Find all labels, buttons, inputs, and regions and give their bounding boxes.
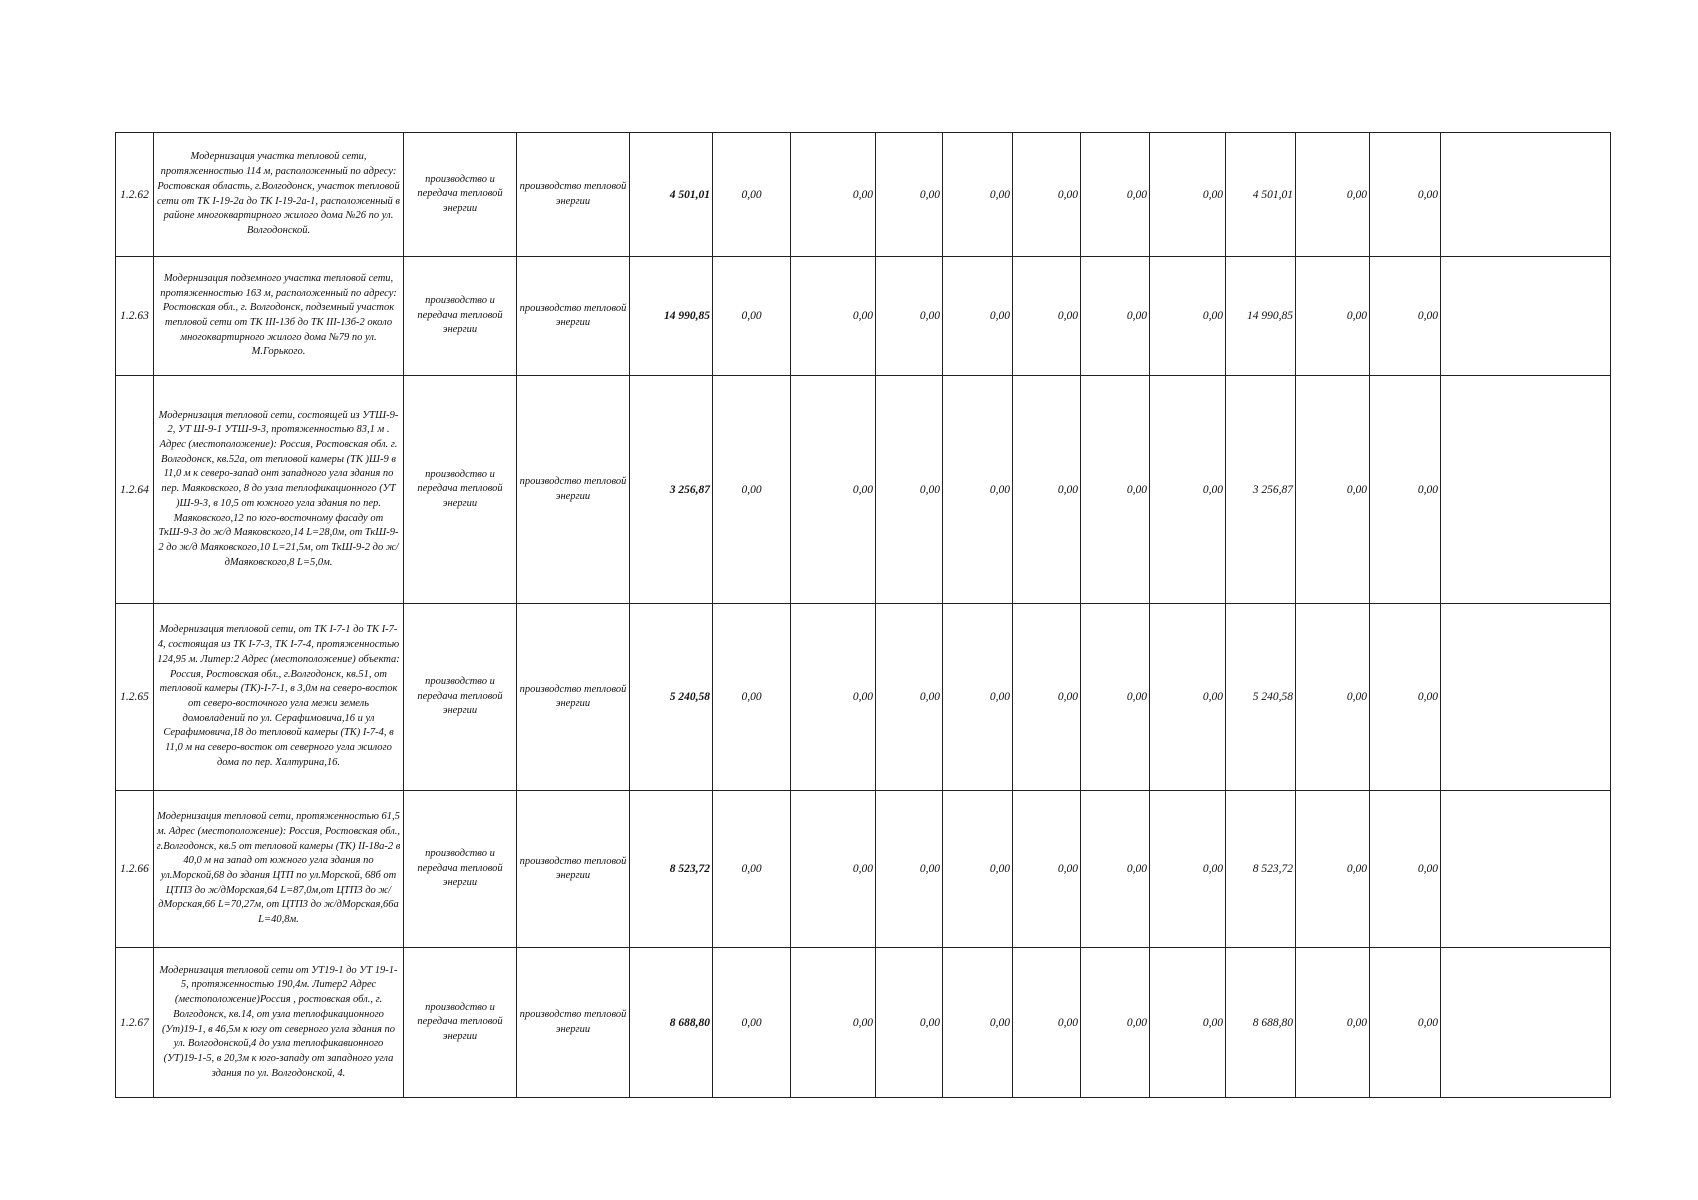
activity-type: производство и передача тепловой энергии [404, 133, 517, 257]
value-cell: 0,00 [1370, 133, 1441, 257]
value-cell: 0,00 [1150, 133, 1226, 257]
value-cell: 0,00 [1081, 791, 1150, 948]
value-cell: 0,00 [1296, 257, 1370, 376]
value-cell: 8 523,72 [1226, 791, 1296, 948]
value-cell: 0,00 [1150, 376, 1226, 604]
project-description: Модернизация тепловой сети, состоящей из УТШ-9-2, УТ Ш-9-1 УТШ-9-3, протяженностью 83,1 м . Адрес (местоположение): Россия, Ростовская обл. г. Волгодонск, кв.52а, от тепловой камеры (ТК )Ш-9 в 11,0 м к северо-запад онт западного угла здания по пер. Маяковского, 8 до узла теплофикационного (УТ )Ш-9-3, в 10,5 от южного угла здания по пер. Маяковского,12 по юго-восточному фасаду от ТкШ-9-3 до ж/д Маяковского,14 L=28,0м, от ТкШ-9-2 до ж/д Маяковского,10 L=21,5м, от ТкШ-9-2 до ж/дМаяковского,8 L=5,0м. [154, 376, 404, 604]
activity-type: производство и передача тепловой энергии [404, 257, 517, 376]
empty-cell [1441, 791, 1611, 948]
value-cell: 0,00 [791, 133, 876, 257]
table-row [116, 791, 1611, 948]
table-row [116, 948, 1611, 1098]
row-number: 1.2.65 [116, 604, 154, 791]
activity-type: производство и передача тепловой энергии [404, 376, 517, 604]
value-cell: 0,00 [791, 948, 876, 1098]
activity-subtype: производство тепловой энергии [517, 376, 630, 604]
value-cell: 0,00 [1081, 133, 1150, 257]
activity-type: производство и передача тепловой энергии [404, 604, 517, 791]
row-number: 1.2.67 [116, 948, 154, 1098]
value-cell: 0,00 [791, 376, 876, 604]
value-cell: 4 501,01 [1226, 133, 1296, 257]
value-cell: 0,00 [791, 257, 876, 376]
value-cell: 0,00 [943, 133, 1013, 257]
table-row [116, 133, 1611, 257]
value-cell: 0,00 [876, 257, 943, 376]
value-cell: 8 688,80 [1226, 948, 1296, 1098]
value-cell: 0,00 [1150, 604, 1226, 791]
value-cell: 0,00 [1013, 257, 1081, 376]
value-cell: 0,00 [1296, 948, 1370, 1098]
value-cell: 14 990,85 [1226, 257, 1296, 376]
activity-subtype: производство тепловой энергии [517, 257, 630, 376]
value-cell: 0,00 [713, 791, 791, 948]
value-cell: 0,00 [943, 376, 1013, 604]
table-row [116, 604, 1611, 791]
value-cell: 0,00 [791, 791, 876, 948]
activity-type: производство и передача тепловой энергии [404, 948, 517, 1098]
empty-cell [1441, 604, 1611, 791]
row-number: 1.2.63 [116, 257, 154, 376]
value-cell: 0,00 [1296, 376, 1370, 604]
value-cell: 0,00 [1150, 257, 1226, 376]
total-value: 8 523,72 [630, 791, 713, 948]
value-cell: 0,00 [1081, 257, 1150, 376]
value-cell: 0,00 [943, 948, 1013, 1098]
investment-program-table [115, 132, 1611, 1098]
value-cell: 0,00 [876, 376, 943, 604]
value-cell: 0,00 [1296, 133, 1370, 257]
table-row [116, 376, 1611, 604]
value-cell: 0,00 [713, 604, 791, 791]
table-row [116, 257, 1611, 376]
empty-cell [1441, 133, 1611, 257]
empty-cell [1441, 376, 1611, 604]
total-value: 8 688,80 [630, 948, 713, 1098]
value-cell: 0,00 [1013, 948, 1081, 1098]
empty-cell [1441, 257, 1611, 376]
value-cell: 0,00 [1081, 604, 1150, 791]
value-cell: 0,00 [876, 604, 943, 791]
total-value: 3 256,87 [630, 376, 713, 604]
value-cell: 0,00 [1370, 257, 1441, 376]
value-cell: 5 240,58 [1226, 604, 1296, 791]
total-value: 4 501,01 [630, 133, 713, 257]
activity-type: производство и передача тепловой энергии [404, 791, 517, 948]
project-description: Модернизация тепловой сети, протяженностью 61,5 м. Адрес (местоположение): Россия, Ростовская обл., г.Волгодонск, кв.5 от тепловой камеры (ТК) II-18а-2 в 40,0 м на запад от южного угла здания по ул.Морской,68 до здания ЦТП по ул.Морской, 68б от ЦТП3 до ж/дМорская,64 L=87,0м,от ЦТП3 до ж/дМорская,66 L=70,27м, от ЦТП3 до ж/дМорская,66а L=40,8м. [154, 791, 404, 948]
value-cell: 0,00 [791, 604, 876, 791]
activity-subtype: производство тепловой энергии [517, 948, 630, 1098]
value-cell: 0,00 [1081, 376, 1150, 604]
value-cell: 0,00 [713, 376, 791, 604]
value-cell: 3 256,87 [1226, 376, 1296, 604]
project-description: Модернизация тепловой сети от УТ19-1 до УТ 19-1-5, протяженностью 190,4м. Литер2 Адрес (местоположение)Россия , ростовская обл., г. Волгодонск, кв.14, от узла теплофикационного (Ут)19-1, в 46,5м к югу от северного угла здания по ул. Волгодонской,4 до узла теплофикавионного (УТ)19-1-5, в 20,3м к юго-западу от западного угла здания по ул. Волгодонской, 4. [154, 948, 404, 1098]
value-cell: 0,00 [1150, 948, 1226, 1098]
project-description: Модернизация подземного участка тепловой сети, протяженностью 163 м, расположенный по адресу: Ростовская обл., г. Волгодонск, подземный участок тепловой сети от ТК III-13б до ТК III-13б-2 около многоквартирного жилого дома №79 по ул. М.Горького. [154, 257, 404, 376]
value-cell: 0,00 [1296, 791, 1370, 948]
activity-subtype: производство тепловой энергии [517, 791, 630, 948]
value-cell: 0,00 [876, 133, 943, 257]
value-cell: 0,00 [876, 948, 943, 1098]
project-description: Модернизация тепловой сети, от ТК I-7-1 до ТК I-7-4, состоящая из ТК I-7-3, ТК I-7-4, протяженностью 124,95 м. Литер:2 Адрес (местоположение) объекта: Россия, Ростовская обл., г.Волгодонск, кв.51, от тепловой камеры (ТК)-I-7-1, в 3,0м на северо-восток от северо-восточного угла межи земель домовладений по ул. Серафимовича,16 и ул Серафимовича,18 до тепловой камеры (ТК) I-7-4, в 11,0 м на северо-восток от северного угла жилого дома по пер. Халтурина,16. [154, 604, 404, 791]
value-cell: 0,00 [713, 257, 791, 376]
value-cell: 0,00 [1081, 948, 1150, 1098]
value-cell: 0,00 [713, 948, 791, 1098]
row-number: 1.2.64 [116, 376, 154, 604]
value-cell: 0,00 [876, 791, 943, 948]
value-cell: 0,00 [1370, 376, 1441, 604]
value-cell: 0,00 [1013, 791, 1081, 948]
value-cell: 0,00 [1370, 604, 1441, 791]
project-description: Модернизация участка тепловой сети, протяженностью 114 м, расположенный по адресу: Ростовская область, г.Волгодонск, участок тепловой сети от ТК I-19-2а до ТК I-19-2а-1, расположенный в районе многоквартирного жилого дома №26 по ул. Волгодонской. [154, 133, 404, 257]
total-value: 14 990,85 [630, 257, 713, 376]
total-value: 5 240,58 [630, 604, 713, 791]
value-cell: 0,00 [1296, 604, 1370, 791]
value-cell: 0,00 [1013, 133, 1081, 257]
activity-subtype: производство тепловой энергии [517, 604, 630, 791]
value-cell: 0,00 [1370, 948, 1441, 1098]
value-cell: 0,00 [1013, 604, 1081, 791]
empty-cell [1441, 948, 1611, 1098]
row-number: 1.2.62 [116, 133, 154, 257]
row-number: 1.2.66 [116, 791, 154, 948]
value-cell: 0,00 [1150, 791, 1226, 948]
activity-subtype: производство тепловой энергии [517, 133, 630, 257]
value-cell: 0,00 [1370, 791, 1441, 948]
value-cell: 0,00 [943, 791, 1013, 948]
value-cell: 0,00 [1013, 376, 1081, 604]
value-cell: 0,00 [713, 133, 791, 257]
value-cell: 0,00 [943, 257, 1013, 376]
value-cell: 0,00 [943, 604, 1013, 791]
